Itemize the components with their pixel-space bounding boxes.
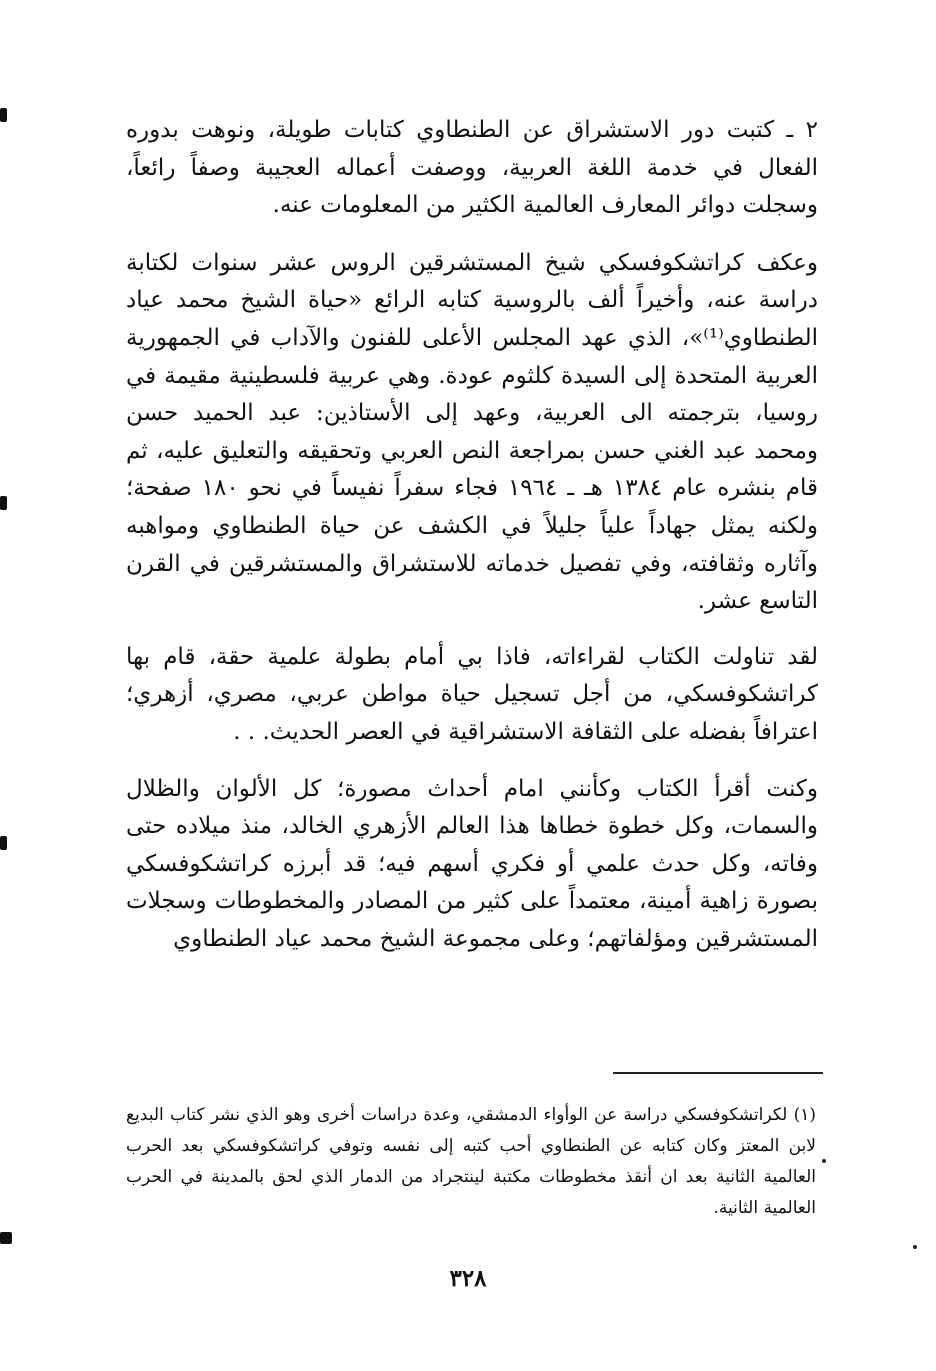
footnote: (١) لكراتشكوفسكي دراسة عن الوأواء الدمشقي، وعدة دراسات أخرى وهو الذي نشر كتاب البديع لابن المعتز وكان كتابه عن الطنطاوي أحب كتبه إلى نفسه وتوفي كراتشكوفسكي بعد الحرب العالمية الثانية بعد ان أنقذ مخطوطات مكتبة لينتجراد من الدمار الذي لحق بالمدينة في الحرب العالمية الثانية. — [126, 1105, 816, 1218]
scan-edge-mark — [0, 836, 7, 850]
scan-edge-mark — [0, 496, 7, 510]
paragraph: لقد تناولت الكتاب لقراءاته، فاذا بي أمام بطولة علمية حقة، قام بها كراتشكوفسكي، من أجل تسجيل حياة مواطن عربي، مصري، أزهري؛ اعترافاً بفضله على الثقافة الاستشراقية في العصر الحديث. . . — [126, 643, 818, 745]
paragraph: وعكف كراتشكوفسكي شيخ المستشرقين الروس عشر سنوات لكتابة دراسة عنه، وأخيراً ألف بالروسية كتابه الرائع «حياة الشيخ محمد عياد الطنطاوي⁽¹⁾»، الذي عهد المجلس الأعلى للفنون والآداب في الجمهورية العربية المتحدة إلى السيدة كلثوم عودة. وهي عربية فلسطينية مقيمة في روسيا، بترجمته الى العربية، وعهد إلى الأستاذين: عبد الحميد حسن ومحمد عبد الغني حسن بمراجعة النص العربي وتحقيقه والتعليق عليه، ثم قام بنشره عام ١٣٨٤ هـ ـ ١٩٦٤ فجاء سفراً نفيساً في نحو ١٨٠ صفحة؛ ولكنه يمثل جهاداً علياً جليلاً في الكشف عن حياة الطنطاوي ومواهبه وآثاره وثقافته، وفي تفصيل خدماته للاستشراق والمستشرقين في القرن التاسع عشر. — [126, 249, 819, 615]
scan-edge-mark — [0, 108, 7, 122]
scan-speck — [822, 1159, 826, 1163]
page-number: ٣٢٨ — [449, 1265, 487, 1292]
page-body — [126, 112, 818, 958]
scan-speck — [913, 1245, 917, 1249]
footnote-divider — [613, 1072, 823, 1074]
paragraph: ٢ ـ كتبت دور الاستشراق عن الطنطاوي كتابات طويلة، ونوهت بدوره الفعال في خدمة اللغة العربية، ووصفت أعماله العجيبة وصفاً رائعاً، وسجلت دوائر المعارف العالمية الكثير من المعلومات عنه. — [126, 117, 818, 219]
scan-edge-mark — [0, 1232, 12, 1244]
paragraph: وكنت أقرأ الكتاب وكأنني امام أحداث مصورة؛ كل الألوان والظلال والسمات، وكل خطوة خطاها هذا العالم الأزهري الخالد، منذ ميلاده حتى وفاته، وكل حدث علمي أو فكري أسهم فيه؛ قد أبرزه كراتشكوفسكي بصورة زاهية أمينة، معتمداً على كثير من المصادر والمخطوطات وسجلات المستشرقين ومؤلفاتهم؛ وعلى مجموعة الشيخ محمد عياد الطنطاوي — [126, 775, 818, 952]
